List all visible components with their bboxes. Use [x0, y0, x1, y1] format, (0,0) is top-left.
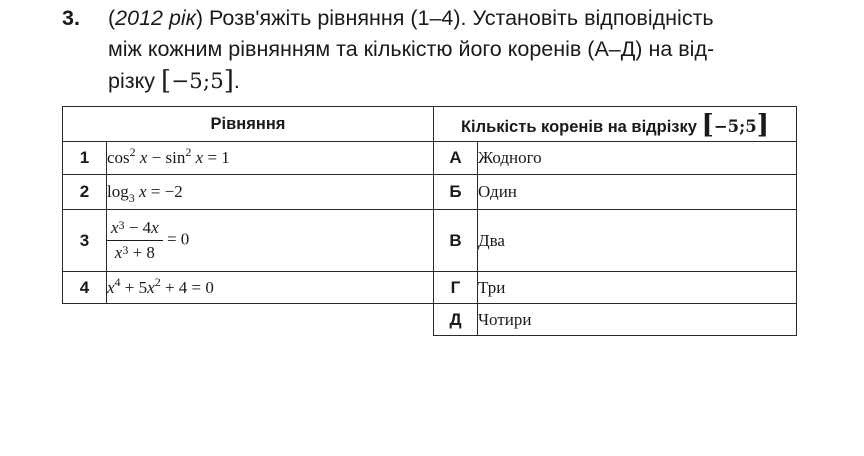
matching-table [62, 106, 797, 336]
equation-formula: $\frac{x^3 - 4x}{x^3 + 8}$ = 0 [107, 210, 434, 272]
answer-letter: В [434, 210, 478, 272]
problem-line-3 [108, 65, 240, 97]
answer-letter: Б [434, 175, 478, 210]
problem-period: . [233, 69, 240, 93]
problem-line-1: (2012 рік) Розв'яжіть рівняння (1–4). Установіть відповідність [108, 6, 714, 30]
answer-text: Жодного [478, 142, 797, 175]
problem-text-1: ) Розв'яжіть рівняння (1–4). Установіть відповідність [195, 6, 714, 30]
equation-index: 3 [63, 210, 107, 272]
equation-formula: $x^4 + 5x^2 + 4 = 0$ [107, 272, 434, 304]
answer-letter: Д [434, 304, 478, 336]
problem-year: 2012 рік [115, 6, 196, 30]
answer-letter: Г [434, 272, 478, 304]
empty-cell [63, 304, 434, 336]
answer-letter: А [434, 142, 478, 175]
equation-index: 4 [63, 272, 107, 304]
answer-text: Два [478, 210, 797, 272]
equation-formula: $\log_3 x = -2$ [107, 175, 434, 210]
problem-interval: [−5;5] [160, 66, 234, 96]
answer-text: Один [478, 175, 797, 210]
equation-index: 1 [63, 142, 107, 175]
equation-index: 2 [63, 175, 107, 210]
problem-text-3: різку [108, 69, 155, 93]
answer-text: Чотири [478, 304, 797, 336]
header-equations: Рівняння [63, 107, 434, 142]
problem-line-2: між кожним рівнянням та кількістю його коренів (А–Д) на від- [108, 37, 715, 61]
problem-number: 3. [62, 6, 80, 30]
answer-text: Три [478, 272, 797, 304]
equation-formula: $\cos^2 x - \sin^2 x = 1$ [107, 142, 434, 175]
header-roots-count: Кількість коренів на відрізку [−5;5] [434, 107, 797, 142]
